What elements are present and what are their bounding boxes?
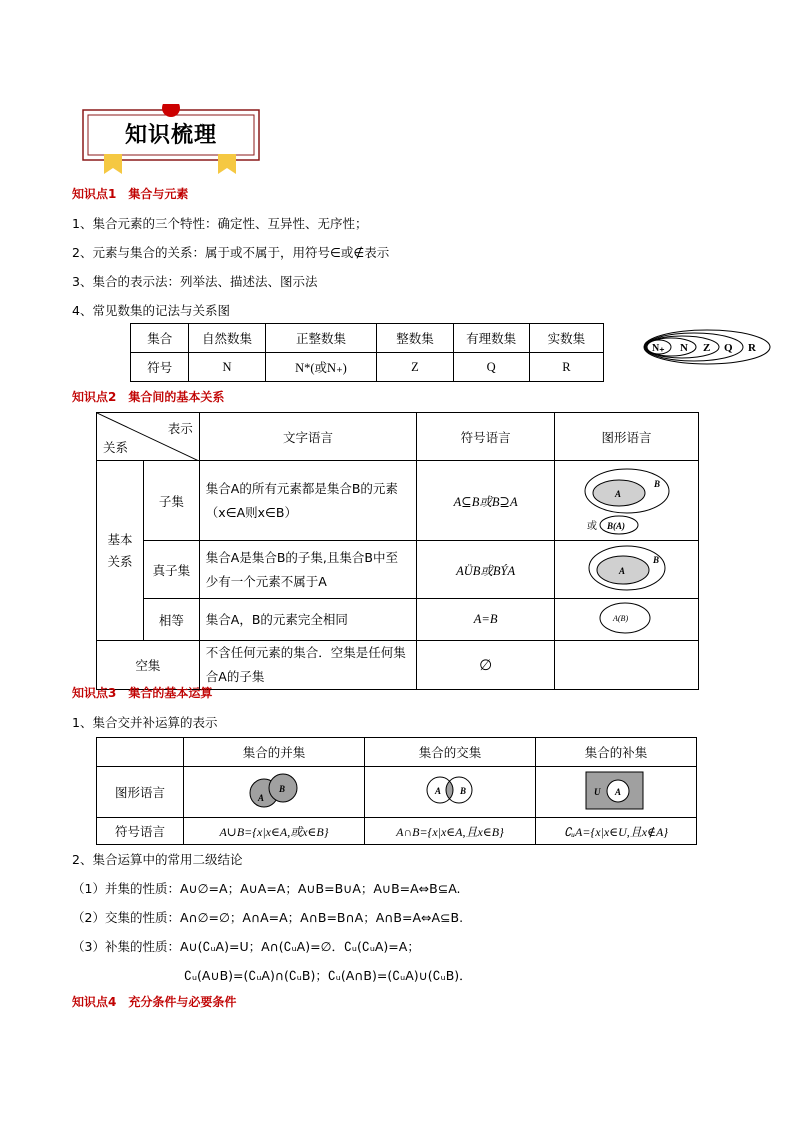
label-ab: A(B) — [612, 614, 629, 623]
kp4-heading: 知识点4 充分条件与必要条件 — [72, 995, 237, 1009]
label-or: 或 — [586, 521, 597, 532]
cell: Q — [453, 353, 529, 382]
label-a: A — [618, 566, 625, 576]
kp3-prop-3: （3）补集的性质：A∪(∁ᵤA)=U；A∩(∁ᵤA)=∅．∁ᵤ(∁ᵤA)=A； — [72, 939, 420, 954]
kp1-heading: 知识点1 集合与元素 — [72, 187, 189, 201]
label-a: A — [614, 489, 621, 499]
equal-diagram-cell — [554, 599, 698, 641]
relation-name: 空集 — [97, 641, 200, 690]
relation-symbol: A⊆B或B⊇A — [417, 461, 555, 541]
cell: Z — [377, 353, 453, 382]
cell: 有理数集 — [453, 324, 529, 353]
relation-name: 真子集 — [143, 541, 199, 599]
title-banner — [82, 104, 260, 156]
header-cell: 图形语言 — [554, 413, 698, 461]
label-b: B — [652, 555, 659, 565]
cell: N*(或N₊) — [265, 353, 377, 382]
formula-cell: A∩B={x|x∈A,且x∈B} — [365, 818, 536, 845]
relation-symbol: ∅ — [417, 641, 555, 690]
union-diagram-cell — [184, 767, 365, 818]
venn-label: N₊ — [652, 343, 665, 354]
label-a: A — [615, 787, 622, 797]
subset-diagram-cell — [554, 461, 698, 541]
kp1-item-2: 2、元素与集合的关系：属于或不属于，用符号∈或∉表示 — [72, 245, 390, 260]
corner-top-label: 表示 — [167, 421, 193, 436]
label-ba: B(A) — [606, 521, 625, 531]
kp3-prop-2: （2）交集的性质：A∩∅=∅；A∩A=A；A∩B=B∩A；A∩B=A⇔A⊆B. — [72, 910, 464, 925]
corner-bottom-label: 关系 — [103, 440, 129, 455]
relation-text: 不含任何元素的集合．空集是任何集合A的子集 — [199, 641, 417, 690]
relation-text: 集合A是集合B的子集,且集合B中至少有一个元素不属于A — [199, 541, 417, 599]
header-cell: 符号语言 — [417, 413, 555, 461]
intersection-diagram — [365, 767, 535, 814]
subset-diagram — [555, 461, 698, 537]
intersection-diagram-cell — [365, 767, 536, 818]
cell: 集合 — [131, 324, 189, 353]
number-sets-venn — [642, 328, 772, 366]
kp1-item-3: 3、集合的表示法：列举法、描述法、图示法 — [72, 274, 318, 289]
relation-text: 集合A的所有元素都是集合B的元素（x∈A则x∈B） — [199, 461, 417, 541]
union-diagram — [184, 767, 364, 814]
proper-subset-diagram-cell — [554, 541, 698, 599]
relation-symbol: A=B — [417, 599, 555, 641]
kp3-prop-1: （1）并集的性质：A∪∅=A；A∪A=A；A∪B=B∪A；A∪B=A⇔B⊆A. — [72, 881, 461, 896]
formula-cell: A∪B={x|x∈A,或x∈B} — [184, 818, 365, 845]
number-sets-table — [130, 323, 604, 382]
kp3-sub1: 1、集合交并补运算的表示 — [72, 715, 218, 730]
header-cell: 集合的补集 — [536, 738, 697, 767]
kp2-heading: 知识点2 集合间的基本关系 — [72, 390, 225, 404]
cell: 正整数集 — [265, 324, 377, 353]
label-b: B — [653, 479, 660, 489]
relation-symbol: AÜB或BÝA — [417, 541, 555, 599]
relation-name: 相等 — [143, 599, 199, 641]
empty-diagram-cell — [554, 641, 698, 690]
kp1-item-4: 4、常见数集的记法与关系图 — [72, 303, 230, 318]
venn-label: Z — [703, 342, 711, 354]
page-title: 知识梳理 — [124, 123, 217, 148]
relation-name: 子集 — [143, 461, 199, 541]
proper-subset-diagram — [555, 541, 698, 595]
formula-cell: ∁ᵤA={x|x∈U,且x∉A} — [536, 818, 697, 845]
venn-label: R — [748, 342, 756, 354]
label-u: U — [594, 787, 601, 797]
complement-diagram-cell — [536, 767, 697, 818]
kp3-prop-4: ∁ᵤ(A∪B)=(∁ᵤA)∩(∁ᵤB)；∁ᵤ(A∩B)=(∁ᵤA)∪(∁ᵤB)． — [184, 968, 472, 983]
kp3-heading: 知识点3 集合的基本运算 — [72, 686, 213, 700]
label-a: A — [435, 786, 442, 796]
relations-table — [96, 412, 699, 690]
equal-diagram — [555, 599, 698, 637]
venn-label: Q — [724, 342, 733, 354]
relation-text: 集合A，B的元素完全相同 — [199, 599, 417, 641]
cell: N — [189, 353, 265, 382]
group-label: 基本关系 — [97, 461, 144, 641]
cell: 符号 — [131, 353, 189, 382]
row-label: 符号语言 — [97, 818, 184, 845]
header-cell: 集合的交集 — [365, 738, 536, 767]
label-b: B — [460, 786, 467, 796]
operations-table — [96, 737, 697, 845]
cell: R — [529, 353, 603, 382]
venn-label: N — [680, 342, 688, 354]
header-cell: 文字语言 — [199, 413, 417, 461]
kp1-item-1: 1、集合元素的三个特性：确定性、互异性、无序性； — [72, 216, 368, 231]
label-a: A — [258, 793, 265, 803]
label-b: B — [279, 784, 286, 794]
corner-cell — [97, 413, 200, 461]
cell: 实数集 — [529, 324, 603, 353]
corner-cell — [97, 738, 184, 767]
cell: 自然数集 — [189, 324, 265, 353]
row-label: 图形语言 — [97, 767, 184, 818]
cell: 整数集 — [377, 324, 453, 353]
header-cell: 集合的并集 — [184, 738, 365, 767]
complement-diagram — [536, 767, 696, 814]
kp3-sub2: 2、集合运算中的常用二级结论 — [72, 852, 243, 867]
